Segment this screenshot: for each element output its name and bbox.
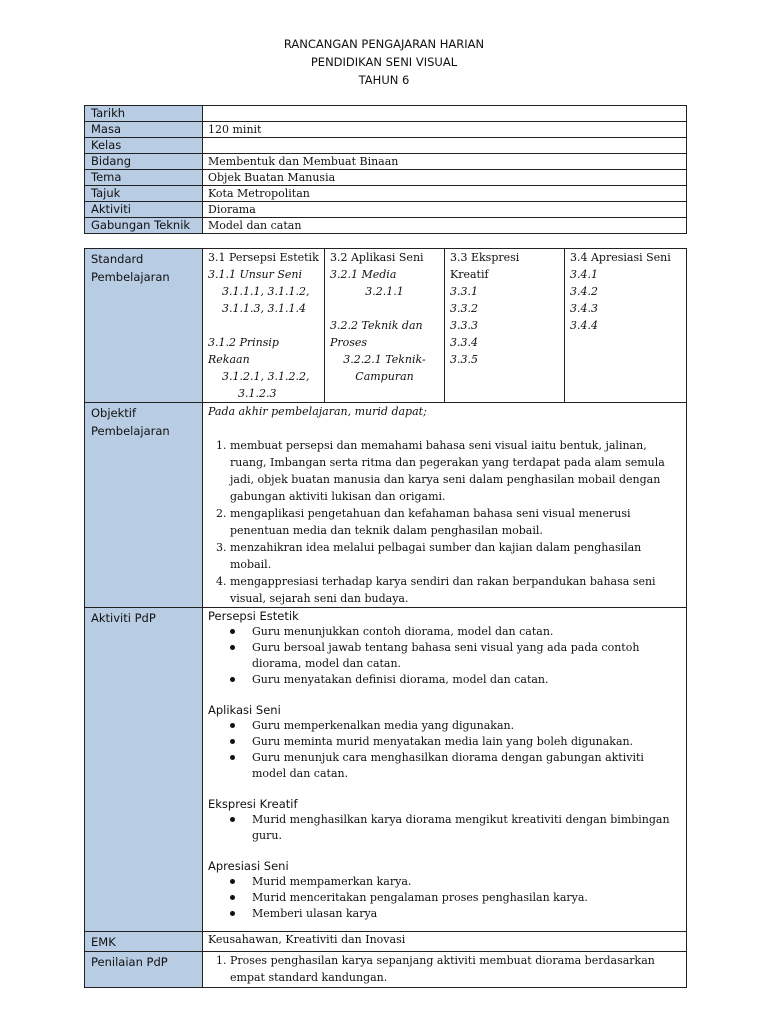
aktiviti-item: Murid mempamerkan karya. bbox=[252, 874, 681, 890]
aktiviti-item: Guru menunjuk cara menghasilkan diorama dengan gabungan aktiviti model dan catan. bbox=[252, 750, 681, 782]
main-table bbox=[84, 248, 687, 988]
standard-heading: 3.2 Aplikasi Seni bbox=[330, 251, 424, 264]
aktiviti-section-title: Aplikasi Seni bbox=[208, 703, 281, 717]
standard-heading: 3.1 Persepsi Estetik bbox=[208, 251, 319, 264]
info-value: Kota Metropolitan bbox=[203, 186, 687, 202]
info-label: Gabungan Teknik bbox=[85, 218, 203, 234]
aktiviti-item: Guru menyatakan definisi diorama, model dan catan. bbox=[252, 672, 681, 688]
aktiviti-item: Murid menceritakan pengalaman proses penghasilan karya. bbox=[252, 890, 681, 906]
objektif-item: 2. mengaplikasi pengetahuan dan kefahaman bahasa seni visual menerusi penentuan media dan teknik dalam penghasilan mobail. bbox=[230, 505, 681, 539]
info-row-tema bbox=[85, 170, 687, 186]
aktiviti-list bbox=[208, 812, 681, 844]
aktiviti-item: Guru memperkenalkan media yang digunakan. bbox=[252, 718, 681, 734]
info-value: Diorama bbox=[203, 202, 687, 218]
standard-item: 3.1.1.3, 3.1.1.4 bbox=[222, 302, 306, 315]
info-row-tarikh bbox=[85, 106, 687, 122]
info-row-kelas bbox=[85, 138, 687, 154]
header-line-1: RANCANGAN PENGAJARAN HARIAN bbox=[283, 37, 485, 51]
aktiviti-item: Guru menunjukkan contoh diorama, model dan catan. bbox=[252, 624, 681, 640]
info-label: Tajuk bbox=[85, 186, 203, 202]
standard-item: 3.1.2 Prinsip bbox=[208, 336, 279, 349]
document-header bbox=[0, 35, 768, 89]
standard-col-apresiasi bbox=[565, 249, 687, 403]
info-row-tajuk bbox=[85, 186, 687, 202]
standard-item: 3.2.2.1 Teknik- bbox=[343, 353, 426, 366]
info-label: Tarikh bbox=[85, 106, 203, 122]
standard-item: 3.3.5 bbox=[450, 353, 478, 366]
info-row-aktiviti bbox=[85, 202, 687, 218]
info-row-gabungan-teknik bbox=[85, 218, 687, 234]
standard-item: 3.4.2 bbox=[570, 285, 598, 298]
penilaian-row bbox=[85, 952, 687, 988]
info-row-bidang bbox=[85, 154, 687, 170]
header-line-3: TAHUN 6 bbox=[358, 73, 410, 87]
penilaian-content bbox=[203, 952, 687, 988]
standard-item: 3.1.1 Unsur Seni bbox=[208, 268, 302, 281]
info-row-masa bbox=[85, 122, 687, 138]
aktiviti-section-title: Apresiasi Seni bbox=[208, 859, 289, 873]
standard-item: 3.4.1 bbox=[570, 268, 598, 281]
standard-item: 3.4.4 bbox=[570, 319, 598, 332]
objektif-list bbox=[208, 437, 681, 607]
standard-col-aplikasi bbox=[325, 249, 445, 403]
standard-heading: 3.4 Apresiasi Seni bbox=[570, 251, 671, 264]
aktiviti-section-title: Persepsi Estetik bbox=[208, 609, 299, 623]
info-value: Membentuk dan Membuat Binaan bbox=[203, 154, 687, 170]
objektif-item: 4. mengappresiasi terhadap karya sendiri dan rakan berpandukan bahasa seni visual, sejarah seni dan budaya. bbox=[230, 573, 681, 607]
info-label: Kelas bbox=[85, 138, 203, 154]
info-table bbox=[84, 105, 687, 234]
info-value bbox=[203, 106, 687, 122]
standard-item: 3.2.1.1 bbox=[365, 285, 404, 298]
info-value: Objek Buatan Manusia bbox=[203, 170, 687, 186]
standard-item: 3.2.2 Teknik dan bbox=[330, 319, 423, 332]
standard-item: 3.1.2.1, 3.1.2.2, bbox=[222, 370, 310, 383]
aktiviti-content bbox=[203, 608, 687, 932]
objektif-label: Objektif Pembelajaran bbox=[85, 403, 203, 608]
standard-item: 3.3.4 bbox=[450, 336, 478, 349]
aktiviti-section-title: Ekspresi Kreatif bbox=[208, 797, 298, 811]
penilaian-list bbox=[208, 952, 681, 986]
standard-label: Standard Pembelajaran bbox=[85, 249, 203, 403]
standard-item: 3.3.1 bbox=[450, 285, 478, 298]
emk-label: EMK bbox=[85, 932, 203, 952]
standard-item: 3.1.2.3 bbox=[238, 387, 277, 400]
info-label: Masa bbox=[85, 122, 203, 138]
standard-item: Rekaan bbox=[208, 353, 250, 366]
aktiviti-list bbox=[208, 624, 681, 688]
objektif-content bbox=[203, 403, 687, 608]
info-label: Tema bbox=[85, 170, 203, 186]
standard-item: 3.2.1 Media bbox=[330, 268, 397, 281]
emk-value: Keusahawan, Kreativiti dan Inovasi bbox=[203, 932, 687, 952]
standard-item: 3.3.3 bbox=[450, 319, 478, 332]
aktiviti-item: Guru meminta murid menyatakan media lain yang boleh digunakan. bbox=[252, 734, 681, 750]
objektif-item: 1. membuat persepsi dan memahami bahasa seni visual iaitu bentuk, jalinan, ruang, Imbangan serta ritma dan pegerakan yang terdapat pada alam semula jadi, objek buatan manusia dan karya seni dalam penghasilan mobail dengan gabungan aktiviti lukisan dan origami. bbox=[230, 437, 681, 505]
info-value bbox=[203, 138, 687, 154]
standard-col-persepsi bbox=[203, 249, 325, 403]
aktiviti-label: Aktiviti PdP bbox=[85, 608, 203, 932]
info-label: Aktiviti bbox=[85, 202, 203, 218]
penilaian-label: Penilaian PdP bbox=[85, 952, 203, 988]
penilaian-item: 1. Proses penghasilan karya sepanjang aktiviti membuat diorama berdasarkan empat standard kandungan. bbox=[230, 952, 681, 986]
aktiviti-item: Murid menghasilkan karya diorama mengikut kreativiti dengan bimbingan guru. bbox=[252, 812, 681, 844]
standard-item: 3.1.1.1, 3.1.1.2, bbox=[222, 285, 310, 298]
aktiviti-item: Guru bersoal jawab tentang bahasa seni visual yang ada pada contoh diorama, model dan catan. bbox=[252, 640, 681, 672]
objektif-intro: Pada akhir pembelajaran, murid dapat; bbox=[208, 405, 427, 418]
standard-item: 3.3.2 bbox=[450, 302, 478, 315]
info-label: Bidang bbox=[85, 154, 203, 170]
header-line-2: PENDIDIKAN SENI VISUAL bbox=[310, 55, 458, 69]
standard-row bbox=[85, 249, 687, 403]
standard-item: Campuran bbox=[355, 370, 414, 383]
info-value: Model dan catan bbox=[203, 218, 687, 234]
aktiviti-row bbox=[85, 608, 687, 932]
objektif-item: 3. menzahikran idea melalui pelbagai sumber dan kajian dalam penghasilan mobail. bbox=[230, 539, 681, 573]
aktiviti-item: Memberi ulasan karya bbox=[252, 906, 681, 922]
emk-row bbox=[85, 932, 687, 952]
standard-item: Proses bbox=[330, 336, 368, 349]
standard-heading: 3.3 Ekspresi Kreatif bbox=[450, 251, 520, 281]
aktiviti-list bbox=[208, 874, 681, 922]
info-value: 120 minit bbox=[203, 122, 687, 138]
standard-item: 3.4.3 bbox=[570, 302, 598, 315]
objektif-row bbox=[85, 403, 687, 608]
standard-col-ekspresi bbox=[445, 249, 565, 403]
aktiviti-list bbox=[208, 718, 681, 782]
